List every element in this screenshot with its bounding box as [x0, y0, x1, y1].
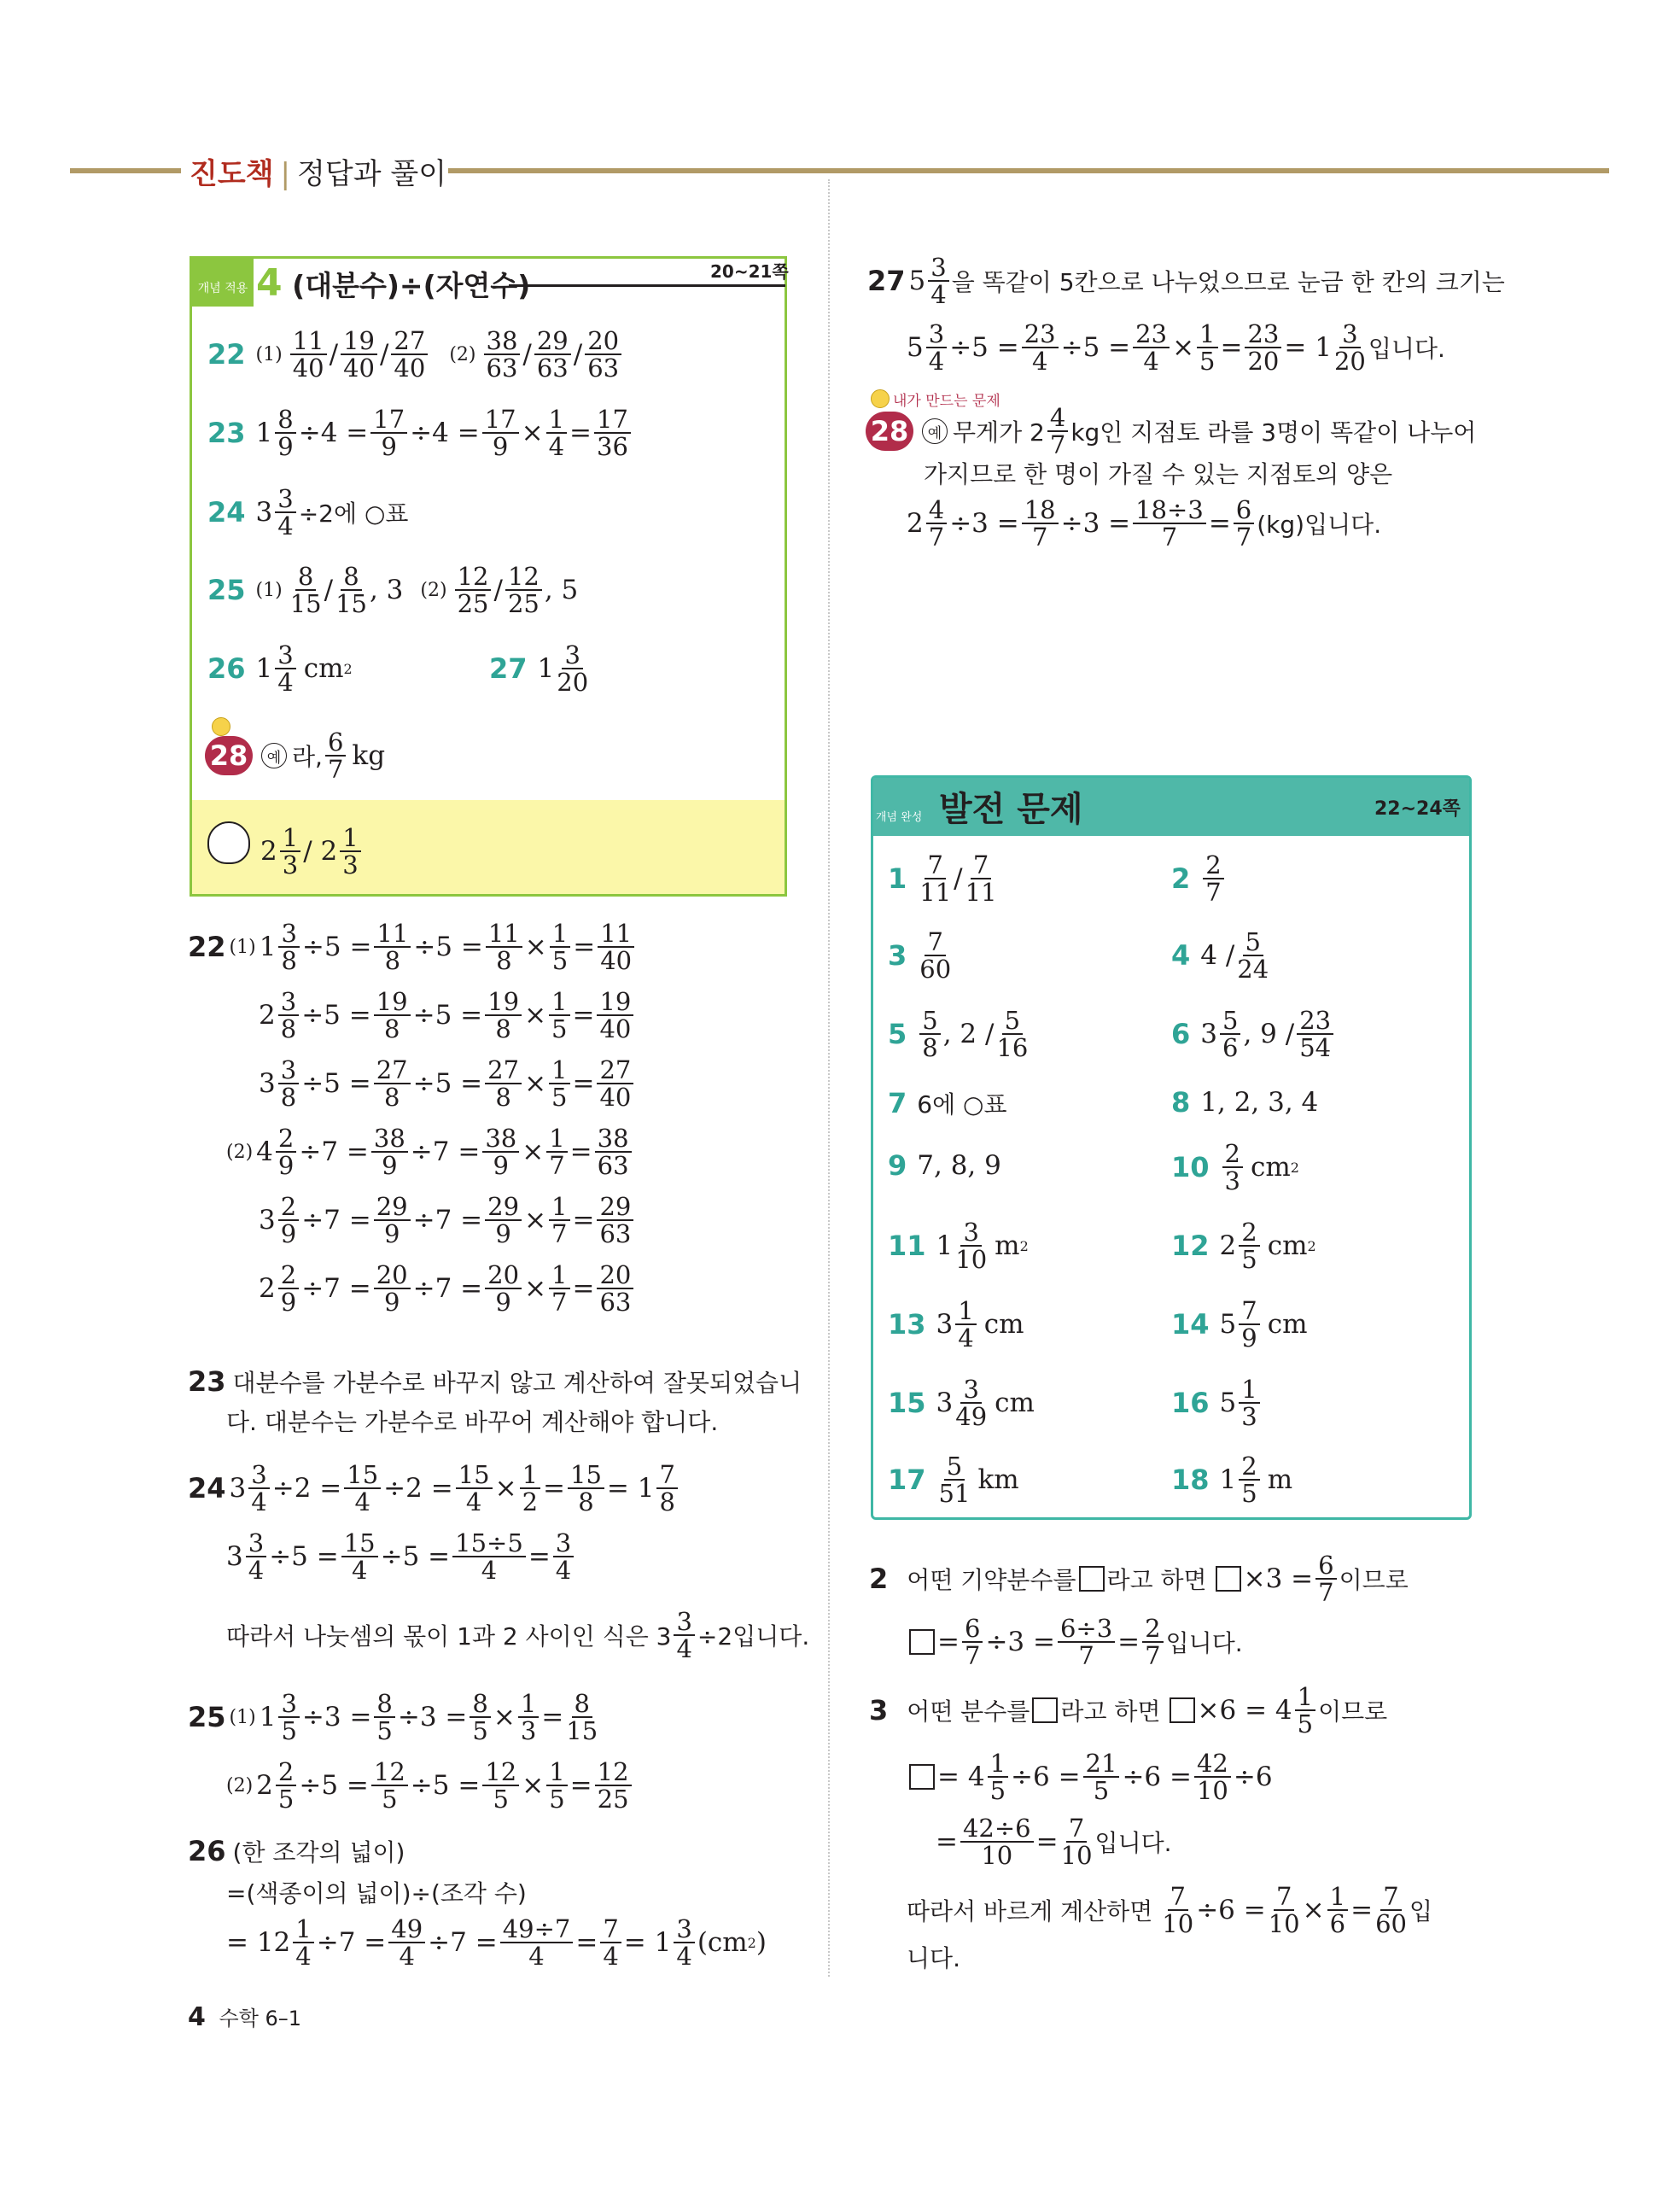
page-number: 4	[188, 2002, 206, 2032]
qnum: 26	[188, 1835, 226, 1867]
adv-8: 8 1, 2, 3, 4	[1171, 1086, 1319, 1119]
part-label: (2)	[226, 1774, 254, 1797]
qnum: 22	[207, 338, 246, 371]
explain-25-line2: (2) 2 2 5 ÷5 = 12 5 ÷5 = 12 5 × 1 5 = 12 25	[226, 1759, 634, 1813]
answer-24: 24 3 $\frac{3}{4}$ ÷2에 ○표	[207, 484, 409, 541]
box-a-num: 4	[256, 261, 283, 305]
made-problem-label: 내가 만드는 문제	[893, 393, 1000, 410]
solution-3-text: 어떤 분수를	[907, 1697, 1030, 1727]
solution-2-line2: = 6 7 ÷3 = 6÷3 7 = 2 7 입니다.	[907, 1615, 1243, 1669]
unit: cm	[995, 1388, 1035, 1419]
box-a-heading: (대분수)÷(자연수)	[292, 269, 531, 302]
concept-complete-label: 개념 완성	[876, 811, 923, 824]
book-name: 수학 6–1	[219, 2007, 302, 2030]
qnum-28: 28	[866, 412, 913, 451]
qnum: 27	[489, 652, 528, 686]
qnum: 23	[207, 417, 246, 450]
qnum-28: 28	[205, 736, 253, 775]
explain-26-line1	[188, 1834, 405, 1868]
answer-25: 25 (1) 8 15 / 8 15 , 3 (2) 12 25 / 12 25 , 5	[207, 562, 579, 619]
qnum: 27	[867, 265, 906, 298]
qnum: 26	[207, 652, 246, 686]
solution-2-end: 입니다.	[1165, 1629, 1243, 1658]
explain-28-text2: kg인 지점토 라를 3명이 똑같이 나누어	[1070, 418, 1477, 447]
explain-23-line2: 다. 대분수는 가분수로 바꾸어 계산해야 합니다.	[226, 1408, 719, 1436]
adv-15: 15 3 3 49 cm	[888, 1375, 1035, 1432]
adv-14: 14 5 7 9 cm	[1171, 1296, 1308, 1353]
explain-27-line1: 27 5 3 4 을 똑같이 5칸으로 나누었으므로 눈금 한 칸의 크기는	[867, 253, 1505, 310]
unit: cm	[1267, 1230, 1308, 1262]
explain-24-line1: 24 3 3 4 ÷2 = 15 4 ÷2 = 15 4 × 1 2 = 15 8 = 1 7 8	[188, 1462, 680, 1516]
explain-22-line4: (2) 4 2 9 ÷7 = 38 9 ÷7 = 38 9 × 1 7 = 38 63	[226, 1125, 634, 1179]
solution-2-text: 어떤 기약분수를	[907, 1566, 1076, 1595]
concept-apply-label: 개념 적용	[197, 282, 248, 295]
advanced-pages: 22~24쪽	[1374, 798, 1461, 820]
part-label: (1)	[229, 936, 256, 958]
example-mark: 예	[922, 418, 948, 444]
example-mark: 예	[261, 743, 287, 768]
explain-25-line1: 25 (1) 1 3 5 ÷3 = 8 5 ÷3 = 8 5 × 1 3 = 8 15	[188, 1689, 598, 1746]
mascot-icon	[207, 821, 250, 864]
brand-label: 진도책	[190, 157, 274, 191]
answer-28-text: 라,	[292, 743, 323, 772]
qnum: 24	[207, 496, 246, 529]
explain-24-line2: 3 3 4 ÷5 = 15 4 ÷5 = 15÷5 4 = 3 4	[226, 1530, 576, 1584]
explain-24-line3: 따라서 나눗셈의 몫이 1과 2 사이인 식은 3 $\frac{3}{4}$ ÷2입니다.	[226, 1607, 810, 1664]
unit: cm	[983, 1309, 1024, 1341]
explain-27-line2: 5 3 4 ÷5 = 23 4 ÷5 = 23 4 × 1 5 = 23 20 = 1 3 20 입니다.	[907, 319, 1445, 377]
adv-10: 10 2 3 cm 2	[1171, 1139, 1299, 1196]
unit: kg	[352, 740, 386, 772]
unit: cm	[1267, 1309, 1308, 1341]
explain-26-line3: = 12 1 4 ÷7 = 49 4 ÷7 = 49÷7 4 = 7 4 = 1 3 4 (cm 2 )	[226, 1914, 767, 1972]
explain-24-text: 따라서 나눗셈의 몫이 1과 2 사이인 식은 3	[226, 1622, 672, 1651]
unit: km	[977, 1464, 1019, 1496]
qnum: 25	[188, 1701, 226, 1734]
advanced-title: 발전 문제	[939, 790, 1083, 829]
part-label: (2)	[449, 343, 476, 365]
adv-5: 5 5 8 , 2 / 5 16	[888, 1006, 1029, 1063]
explain-27-text: 을 똑같이 5칸으로 나누었으므로 눈금 한 칸의 크기는	[951, 268, 1505, 297]
box-a-title-rule	[509, 284, 785, 287]
adv-7-text: 6에 ○표	[917, 1090, 1007, 1119]
part-label: (2)	[226, 1141, 254, 1163]
header-rule-right	[448, 168, 1609, 173]
header-divider: |	[280, 157, 291, 191]
explain-28-line3: 2 4 7 ÷3 = 18 7 ÷3 = 18÷3 7 = 6 7 (kg)입니다.	[907, 495, 1382, 552]
explain-26-text: (한 조각의 넓이)	[232, 1838, 405, 1867]
explain-23-line1: 대분수를 가분수로 바꾸지 않고 계산하여 잘못되었습니	[232, 1369, 802, 1397]
explain-22-line2: 2 3 8 ÷5 = 19 8 ÷5 = 19 8 × 1 5 = 19 40	[259, 989, 636, 1043]
adv-9: 9 7, 8, 9	[888, 1149, 1001, 1182]
explain-22-line6: 2 2 9 ÷7 = 20 9 ÷7 = 20 9 × 1 7 = 20 63	[259, 1262, 636, 1316]
part-label: (1)	[229, 1706, 256, 1728]
solution-3-line1: 3 어떤 분수를 라고 하면 ×6 = 4 1 5 이므로	[869, 1682, 1388, 1739]
solution-3-text4: 따라서 바르게 계산하면	[907, 1897, 1153, 1926]
adv-6: 6 3 5 6 , 9 / 23 54	[1171, 1008, 1336, 1061]
adv-11: 11 1 3 10 m 2	[888, 1218, 1029, 1275]
adv-9-text: 7, 8, 9	[917, 1150, 1001, 1181]
adv-13: 13 3 1 4 cm	[888, 1296, 1024, 1353]
unit: m	[995, 1230, 1020, 1262]
answer-27: 27 1 3 20	[489, 640, 589, 698]
concept-apply-badge	[192, 259, 254, 307]
solution-3-line2: = 4 1 5 ÷6 = 21 5 ÷6 = 42 10 ÷6	[907, 1750, 1273, 1804]
adv-4: 4 4 / 5 24	[1171, 927, 1269, 984]
adv-1: 1 7 11 / 7 11	[888, 850, 997, 908]
header-title	[190, 150, 446, 192]
qnum: 23	[188, 1365, 226, 1398]
adv-2: 2 2 7	[1171, 852, 1227, 906]
explain-28-line1: 28 예 무게가 2 4 7 kg인 지점토 라를 3명이 똑같이 나누어	[866, 405, 1476, 459]
column-divider	[828, 179, 830, 1977]
explain-26-line2: =(색종이의 넓이)÷(조각 수)	[226, 1879, 527, 1908]
explain-22-line1: 22 (1) 1 3 8 ÷5 = 11 8 ÷5 = 11 8 × 1 5 = 11 40	[188, 920, 637, 974]
header-rule-left	[70, 168, 181, 173]
part-label: (2)	[420, 579, 447, 601]
box-a-title	[256, 261, 530, 305]
box-a-pages: 20~21쪽	[710, 261, 789, 282]
solution-2-expr: ×3 =	[1243, 1563, 1314, 1595]
qnum: 25	[207, 574, 246, 607]
explain-28-line2: 가지므로 한 명이 가질 수 있는 지점토의 양은	[924, 460, 1393, 488]
solution-3-line4: 따라서 바르게 계산하면 7 10 ÷6 = 7 10 × 1 6 = 7 60 입	[907, 1882, 1433, 1939]
hint-answer: 2 1 3 / 2 1 3	[260, 825, 364, 879]
part-label: (1)	[255, 343, 283, 365]
solution-3-line3: = 42÷6 10 = 7 10 입니다.	[936, 1814, 1172, 1871]
unit: cm	[1250, 1152, 1291, 1183]
header-subtitle: 정답과 풀이	[297, 157, 447, 191]
solution-3-line5: 니다.	[907, 1944, 960, 1972]
adv-12: 12 2 2 5 cm 2	[1171, 1218, 1316, 1275]
solution-2-text2: 라고 하면	[1106, 1566, 1207, 1595]
unit: cm	[303, 653, 344, 685]
adv-16: 16 5 1 3	[1171, 1376, 1263, 1430]
answer-22: 22 (1) 11 40 / 19 40 / 27 40 (2) 38 63 / 29 63 / 20 63	[207, 328, 624, 382]
explain-28-text: 무게가 2	[953, 418, 1045, 447]
solution-3-end: 입니다.	[1094, 1829, 1172, 1858]
answer-26: 26 1 3 4 cm 2	[207, 640, 353, 698]
explain-27-end: 입니다.	[1368, 335, 1445, 364]
solution-3-text3: 이므로	[1318, 1697, 1388, 1727]
explain-24-text-end: ÷2입니다.	[697, 1622, 810, 1651]
adv-8-text: 1, 2, 3, 4	[1200, 1087, 1319, 1118]
answer-23: 23 1 8 9 ÷4 = 17 9 ÷4 = 17 9 × 1 4 = 17 36	[207, 406, 633, 460]
part-label: (1)	[255, 579, 283, 601]
explain-28-end: (kg)입니다.	[1257, 511, 1382, 540]
adv-18: 18 1 2 5 m	[1171, 1452, 1293, 1509]
solution-3-text2: 라고 하면	[1060, 1697, 1161, 1727]
explain-22-line5: 3 2 9 ÷7 = 29 9 ÷7 = 29 9 × 1 7 = 29 63	[259, 1194, 636, 1247]
explain-23	[188, 1364, 802, 1399]
adv-7: 7 6에 ○표	[888, 1087, 1007, 1119]
adv-3: 3 7 60	[888, 927, 952, 984]
answer-28: 28 예 라, 6 7 kg	[205, 729, 385, 783]
solution-3-text5: 입	[1409, 1897, 1433, 1926]
qnum: 22	[188, 931, 226, 964]
footer	[188, 2001, 301, 2032]
adv-17: 17 5 51 km	[888, 1452, 1019, 1509]
solution-3-expr: ×6 = 4	[1197, 1695, 1292, 1727]
explain-22-line3: 3 3 8 ÷5 = 27 8 ÷5 = 27 8 × 1 5 = 27 40	[259, 1057, 636, 1111]
qnum: 24	[188, 1472, 226, 1505]
answer-24-tail: ÷2에 ○표	[298, 500, 409, 529]
solution-2-text3: 이므로	[1339, 1566, 1409, 1595]
unit: m	[1267, 1464, 1293, 1496]
solution-2-line1: 2 어떤 기약분수를 라고 하면 ×3 = $\frac{6}{7}$ 이므로	[869, 1551, 1409, 1608]
